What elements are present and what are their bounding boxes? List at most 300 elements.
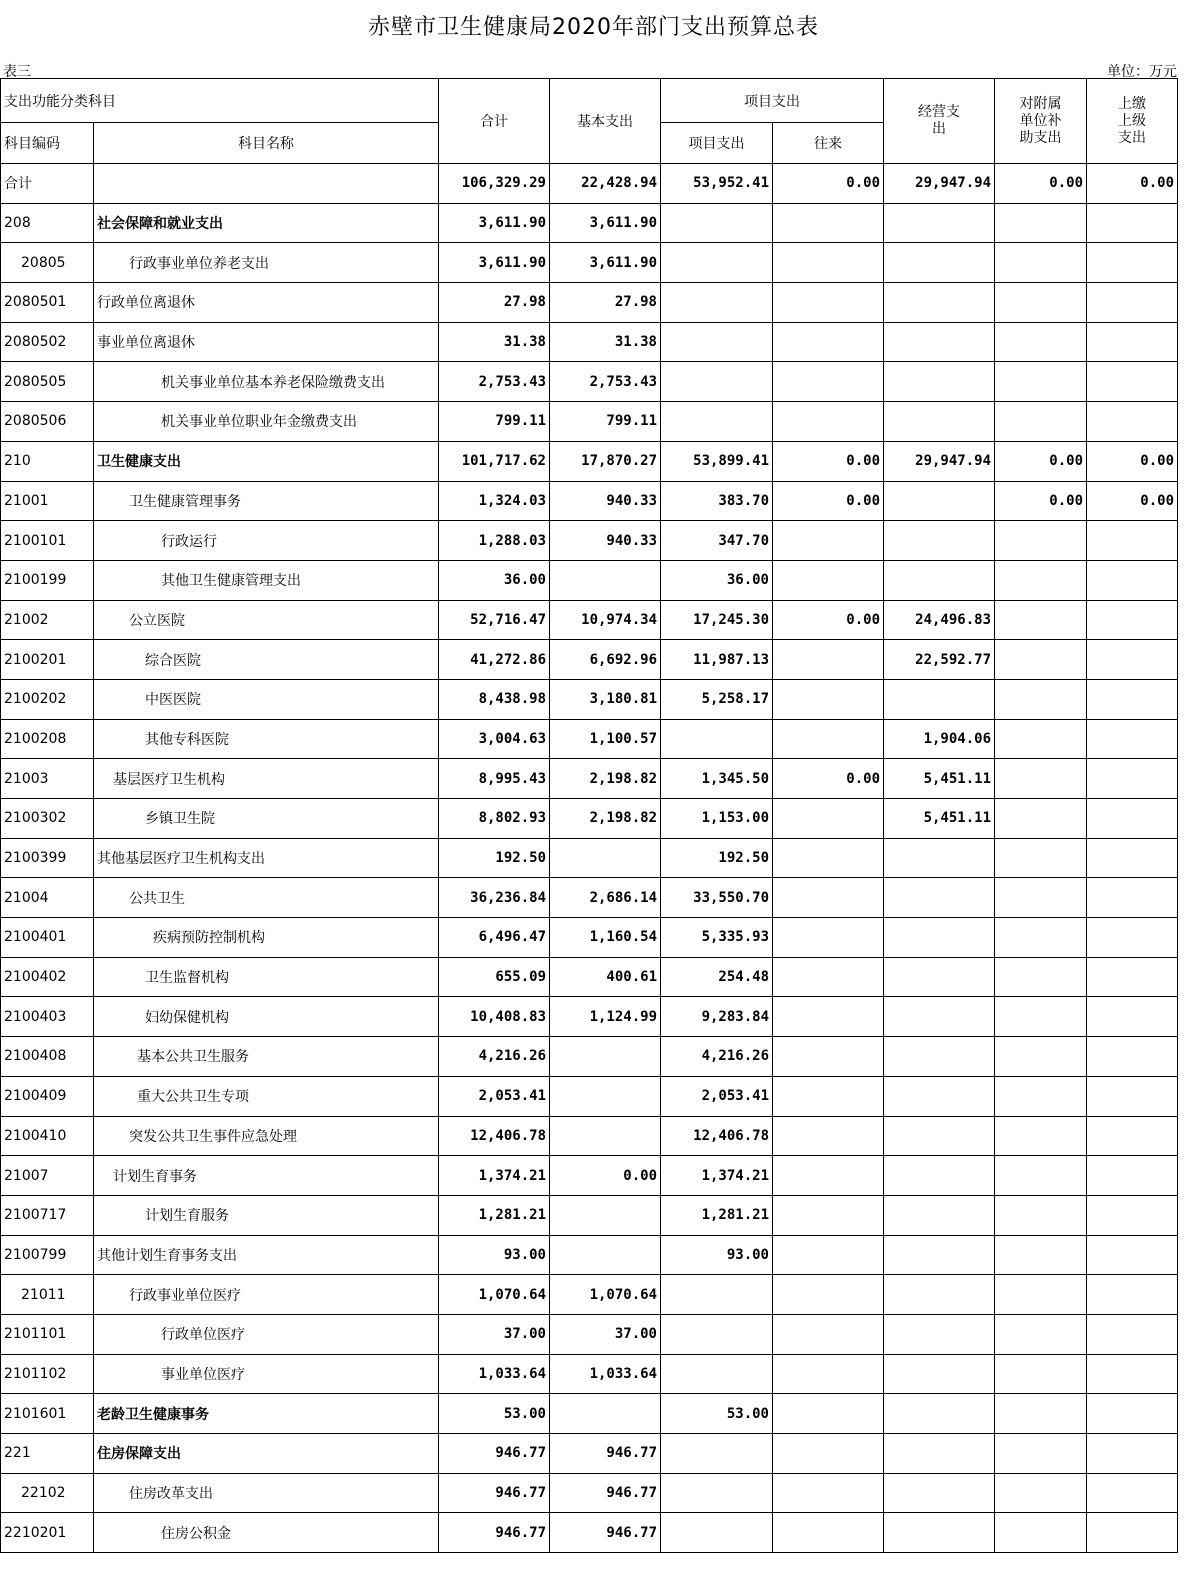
cell-project: 347.70: [661, 521, 773, 561]
cell-project: 383.70: [661, 481, 773, 521]
table-row: [1, 1314, 1178, 1354]
table-row: [1, 838, 1178, 878]
header-wanglai: 往来: [773, 123, 884, 164]
cell-basic: 946.77: [550, 1473, 661, 1513]
cell-code: 21002: [1, 600, 94, 640]
cell-wanglai: [773, 640, 884, 680]
cell-affiliated: [995, 1513, 1087, 1553]
cell-name: 事业单位离退休: [94, 322, 439, 362]
cell-affiliated: [995, 322, 1087, 362]
cell-name: 中医医院: [94, 679, 439, 719]
cell-total: 27.98: [439, 283, 550, 323]
cell-basic: 799.11: [550, 402, 661, 442]
cell-name: 基本公共卫生服务: [94, 1037, 439, 1077]
cell-shangjiao: [1087, 878, 1178, 918]
table-row: [1, 1116, 1178, 1156]
cell-code: 21011: [1, 1275, 94, 1315]
table-row: [1, 521, 1178, 561]
cell-wanglai: [773, 1235, 884, 1275]
cell-wanglai: [773, 719, 884, 759]
cell-wanglai: [773, 997, 884, 1037]
cell-project: 5,335.93: [661, 918, 773, 958]
cell-code: 2080505: [1, 362, 94, 402]
cell-total: 655.09: [439, 957, 550, 997]
cell-shangjiao: [1087, 1235, 1178, 1275]
cell-project: [661, 1354, 773, 1394]
cell-basic: 3,611.90: [550, 243, 661, 283]
header-affiliated-text: 对附属单位补助支出: [1019, 95, 1062, 146]
cell-basic: 2,753.43: [550, 362, 661, 402]
table-row: [1, 441, 1178, 481]
cell-jingying: [884, 838, 995, 878]
table-row: [1, 243, 1178, 283]
cell-affiliated: 0.00: [995, 164, 1087, 204]
cell-total: 106,329.29: [439, 164, 550, 204]
cell-affiliated: [995, 1037, 1087, 1077]
cell-code: 208: [1, 203, 94, 243]
cell-jingying: [884, 1513, 995, 1553]
cell-basic: 3,611.90: [550, 203, 661, 243]
cell-total: 8,438.98: [439, 679, 550, 719]
cell-name: 住房公积金: [94, 1513, 439, 1553]
cell-affiliated: [995, 679, 1087, 719]
cell-affiliated: 0.00: [995, 441, 1087, 481]
cell-total: 53.00: [439, 1394, 550, 1434]
table-row: [1, 878, 1178, 918]
cell-name: 其他卫生健康管理支出: [94, 560, 439, 600]
cell-affiliated: [995, 1235, 1087, 1275]
cell-total: 946.77: [439, 1434, 550, 1474]
cell-project: 192.50: [661, 838, 773, 878]
cell-project: 36.00: [661, 560, 773, 600]
unit-label: 单位：万元: [1107, 64, 1177, 80]
table-row: [1, 759, 1178, 799]
cell-wanglai: [773, 1116, 884, 1156]
cell-jingying: [884, 1473, 995, 1513]
cell-affiliated: 0.00: [995, 481, 1087, 521]
header-jingying-text: 经营支出: [918, 104, 960, 137]
cell-shangjiao: [1087, 997, 1178, 1037]
cell-jingying: [884, 997, 995, 1037]
table-row: [1, 918, 1178, 958]
cell-project: 53,952.41: [661, 164, 773, 204]
cell-affiliated: [995, 957, 1087, 997]
cell-jingying: [884, 322, 995, 362]
cell-project: [661, 283, 773, 323]
cell-total: 1,070.64: [439, 1275, 550, 1315]
cell-affiliated: [995, 1394, 1087, 1434]
cell-wanglai: [773, 362, 884, 402]
cell-code: 21001: [1, 481, 94, 521]
cell-jingying: [884, 878, 995, 918]
cell-total: 8,802.93: [439, 799, 550, 839]
cell-wanglai: [773, 1434, 884, 1474]
cell-affiliated: [995, 521, 1087, 561]
cell-jingying: [884, 283, 995, 323]
cell-name: 卫生健康支出: [94, 441, 439, 481]
cell-basic: 1,100.57: [550, 719, 661, 759]
cell-project: 17,245.30: [661, 600, 773, 640]
cell-name: 行政单位离退休: [94, 283, 439, 323]
cell-jingying: 1,904.06: [884, 719, 995, 759]
cell-code: 20805: [1, 243, 94, 283]
cell-shangjiao: [1087, 1354, 1178, 1394]
cell-name: 机关事业单位基本养老保险缴费支出: [94, 362, 439, 402]
cell-basic: [550, 560, 661, 600]
cell-code: 2100717: [1, 1195, 94, 1235]
cell-basic: [550, 1076, 661, 1116]
cell-project: 5,258.17: [661, 679, 773, 719]
header-project-group: 项目支出: [661, 79, 884, 123]
cell-affiliated: [995, 1076, 1087, 1116]
cell-name: 机关事业单位职业年金缴费支出: [94, 402, 439, 442]
cell-shangjiao: [1087, 719, 1178, 759]
cell-basic: [550, 1394, 661, 1434]
cell-shangjiao: [1087, 560, 1178, 600]
table-row: [1, 1513, 1178, 1553]
cell-basic: [550, 1195, 661, 1235]
cell-total: 3,611.90: [439, 243, 550, 283]
cell-affiliated: [995, 878, 1087, 918]
cell-wanglai: [773, 1473, 884, 1513]
cell-jingying: [884, 1354, 995, 1394]
cell-shangjiao: [1087, 1513, 1178, 1553]
cell-wanglai: [773, 243, 884, 283]
cell-name: 住房保障支出: [94, 1434, 439, 1474]
cell-shangjiao: [1087, 362, 1178, 402]
cell-total: 36,236.84: [439, 878, 550, 918]
cell-wanglai: 0.00: [773, 441, 884, 481]
cell-project: 1,345.50: [661, 759, 773, 799]
table-row: [1, 1037, 1178, 1077]
cell-total: 946.77: [439, 1513, 550, 1553]
cell-wanglai: [773, 560, 884, 600]
cell-wanglai: [773, 521, 884, 561]
table-row: [1, 799, 1178, 839]
header-basic: 基本支出: [550, 79, 661, 164]
cell-wanglai: [773, 1275, 884, 1315]
header-shangjiao-text: 上缴上级支出: [1118, 95, 1146, 146]
cell-basic: 22,428.94: [550, 164, 661, 204]
cell-wanglai: 0.00: [773, 759, 884, 799]
table-body: [1, 164, 1178, 1553]
cell-affiliated: [995, 1195, 1087, 1235]
table-header: [1, 79, 1178, 164]
cell-code: 2100410: [1, 1116, 94, 1156]
cell-shangjiao: 0.00: [1087, 481, 1178, 521]
cell-total: 946.77: [439, 1473, 550, 1513]
cell-code: 2101102: [1, 1354, 94, 1394]
cell-shangjiao: [1087, 600, 1178, 640]
cell-total: 2,753.43: [439, 362, 550, 402]
cell-project: 11,987.13: [661, 640, 773, 680]
cell-name: 老龄卫生健康事务: [94, 1394, 439, 1434]
cell-name: 其他计划生育事务支出: [94, 1235, 439, 1275]
cell-jingying: [884, 243, 995, 283]
cell-shangjiao: [1087, 203, 1178, 243]
cell-project: 1,153.00: [661, 799, 773, 839]
table-number: 表三: [3, 64, 31, 80]
cell-project: [661, 1275, 773, 1315]
cell-code: 2080502: [1, 322, 94, 362]
cell-project: [661, 1513, 773, 1553]
cell-affiliated: [995, 1116, 1087, 1156]
cell-jingying: [884, 1076, 995, 1116]
cell-code: 2100199: [1, 560, 94, 600]
cell-shangjiao: [1087, 1116, 1178, 1156]
cell-basic: 6,692.96: [550, 640, 661, 680]
cell-wanglai: [773, 1037, 884, 1077]
cell-shangjiao: [1087, 799, 1178, 839]
cell-name: 乡镇卫生院: [94, 799, 439, 839]
cell-affiliated: [995, 1156, 1087, 1196]
cell-wanglai: [773, 1314, 884, 1354]
cell-basic: 10,974.34: [550, 600, 661, 640]
cell-total: 799.11: [439, 402, 550, 442]
cell-code: 21007: [1, 1156, 94, 1196]
cell-name: 行政单位医疗: [94, 1314, 439, 1354]
cell-project: [661, 362, 773, 402]
table-row: [1, 1235, 1178, 1275]
cell-total: 6,496.47: [439, 918, 550, 958]
table-row: [1, 362, 1178, 402]
cell-shangjiao: [1087, 838, 1178, 878]
cell-total: 3,611.90: [439, 203, 550, 243]
cell-code: 2100799: [1, 1235, 94, 1275]
cell-affiliated: [995, 560, 1087, 600]
cell-project: 53.00: [661, 1394, 773, 1434]
cell-name: 其他基层医疗卫生机构支出: [94, 838, 439, 878]
cell-code: 2100201: [1, 640, 94, 680]
cell-basic: 1,033.64: [550, 1354, 661, 1394]
cell-project: 4,216.26: [661, 1037, 773, 1077]
cell-jingying: [884, 1275, 995, 1315]
cell-project: 12,406.78: [661, 1116, 773, 1156]
header-jingying: [884, 79, 995, 164]
cell-basic: 37.00: [550, 1314, 661, 1354]
cell-project: [661, 1314, 773, 1354]
cell-name: 事业单位医疗: [94, 1354, 439, 1394]
header-shangjiao: [1087, 79, 1178, 164]
cell-project: 53,899.41: [661, 441, 773, 481]
cell-total: 52,716.47: [439, 600, 550, 640]
cell-jingying: 29,947.94: [884, 441, 995, 481]
cell-shangjiao: [1087, 283, 1178, 323]
cell-code: 2100401: [1, 918, 94, 958]
cell-shangjiao: 0.00: [1087, 164, 1178, 204]
cell-code: 2080501: [1, 283, 94, 323]
cell-basic: 2,198.82: [550, 759, 661, 799]
cell-name: 突发公共卫生事件应急处理: [94, 1116, 439, 1156]
cell-code: 2100408: [1, 1037, 94, 1077]
cell-total: 2,053.41: [439, 1076, 550, 1116]
cell-basic: 400.61: [550, 957, 661, 997]
cell-shangjiao: [1087, 957, 1178, 997]
cell-shangjiao: [1087, 1195, 1178, 1235]
cell-code: 2100399: [1, 838, 94, 878]
cell-code: 2210201: [1, 1513, 94, 1553]
cell-wanglai: [773, 878, 884, 918]
cell-project: 1,281.21: [661, 1195, 773, 1235]
cell-total: 41,272.86: [439, 640, 550, 680]
cell-shangjiao: [1087, 243, 1178, 283]
table-row: [1, 560, 1178, 600]
cell-affiliated: [995, 1314, 1087, 1354]
cell-shangjiao: [1087, 1037, 1178, 1077]
cell-name: 公共卫生: [94, 878, 439, 918]
cell-total: 8,995.43: [439, 759, 550, 799]
cell-basic: 1,160.54: [550, 918, 661, 958]
table-row: [1, 481, 1178, 521]
cell-shangjiao: [1087, 679, 1178, 719]
cell-code: 2100402: [1, 957, 94, 997]
cell-name: 疾病预防控制机构: [94, 918, 439, 958]
cell-wanglai: [773, 957, 884, 997]
cell-code: 22102: [1, 1473, 94, 1513]
cell-name: 行政事业单位养老支出: [94, 243, 439, 283]
cell-name: 公立医院: [94, 600, 439, 640]
cell-wanglai: [773, 203, 884, 243]
cell-shangjiao: 0.00: [1087, 441, 1178, 481]
cell-affiliated: [995, 1434, 1087, 1474]
cell-basic: 1,070.64: [550, 1275, 661, 1315]
cell-project: 2,053.41: [661, 1076, 773, 1116]
cell-jingying: [884, 1156, 995, 1196]
cell-name: 卫生健康管理事务: [94, 481, 439, 521]
table-row: [1, 322, 1178, 362]
cell-wanglai: [773, 1513, 884, 1553]
table-row: [1, 679, 1178, 719]
cell-jingying: [884, 362, 995, 402]
cell-project: [661, 322, 773, 362]
cell-affiliated: [995, 1473, 1087, 1513]
cell-jingying: [884, 1434, 995, 1474]
cell-shangjiao: [1087, 521, 1178, 561]
cell-affiliated: [995, 640, 1087, 680]
cell-name: 综合医院: [94, 640, 439, 680]
budget-table: [0, 78, 1178, 1553]
cell-basic: 31.38: [550, 322, 661, 362]
cell-name: 卫生监督机构: [94, 957, 439, 997]
cell-project: [661, 243, 773, 283]
cell-basic: [550, 1116, 661, 1156]
table-row: [1, 283, 1178, 323]
cell-affiliated: [995, 838, 1087, 878]
cell-wanglai: [773, 918, 884, 958]
cell-jingying: [884, 679, 995, 719]
cell-total: 10,408.83: [439, 997, 550, 1037]
cell-affiliated: [995, 1275, 1087, 1315]
cell-jingying: [884, 957, 995, 997]
cell-jingying: [884, 203, 995, 243]
cell-basic: 17,870.27: [550, 441, 661, 481]
cell-affiliated: [995, 283, 1087, 323]
cell-affiliated: [995, 203, 1087, 243]
cell-name: 计划生育事务: [94, 1156, 439, 1196]
table-row: [1, 1275, 1178, 1315]
cell-affiliated: [995, 997, 1087, 1037]
cell-shangjiao: [1087, 1156, 1178, 1196]
cell-name: 行政事业单位医疗: [94, 1275, 439, 1315]
cell-affiliated: [995, 759, 1087, 799]
table-row: [1, 640, 1178, 680]
cell-basic: 2,198.82: [550, 799, 661, 839]
cell-jingying: [884, 1314, 995, 1354]
cell-code: 2100302: [1, 799, 94, 839]
cell-code: 21004: [1, 878, 94, 918]
cell-shangjiao: [1087, 1394, 1178, 1434]
cell-affiliated: [995, 918, 1087, 958]
cell-project: [661, 402, 773, 442]
cell-affiliated: [995, 243, 1087, 283]
table-row: [1, 1076, 1178, 1116]
cell-total: 36.00: [439, 560, 550, 600]
cell-affiliated: [995, 402, 1087, 442]
cell-total: 3,004.63: [439, 719, 550, 759]
cell-jingying: [884, 560, 995, 600]
cell-wanglai: [773, 799, 884, 839]
cell-project: 1,374.21: [661, 1156, 773, 1196]
cell-total: 31.38: [439, 322, 550, 362]
table-row: [1, 957, 1178, 997]
cell-basic: 940.33: [550, 521, 661, 561]
header-affiliated: [995, 79, 1087, 164]
cell-shangjiao: [1087, 322, 1178, 362]
cell-jingying: 5,451.11: [884, 799, 995, 839]
cell-basic: 2,686.14: [550, 878, 661, 918]
cell-jingying: [884, 1037, 995, 1077]
cell-total: 37.00: [439, 1314, 550, 1354]
cell-jingying: [884, 402, 995, 442]
cell-jingying: [884, 1235, 995, 1275]
cell-wanglai: 0.00: [773, 600, 884, 640]
cell-wanglai: [773, 1394, 884, 1434]
cell-jingying: [884, 1394, 995, 1434]
cell-jingying: 22,592.77: [884, 640, 995, 680]
cell-code: 2080506: [1, 402, 94, 442]
cell-basic: 946.77: [550, 1434, 661, 1474]
cell-shangjiao: [1087, 759, 1178, 799]
cell-shangjiao: [1087, 1275, 1178, 1315]
header-project: 项目支出: [661, 123, 773, 164]
cell-affiliated: [995, 799, 1087, 839]
cell-wanglai: [773, 1354, 884, 1394]
table-row: [1, 203, 1178, 243]
cell-project: [661, 1473, 773, 1513]
cell-code: 2100403: [1, 997, 94, 1037]
cell-wanglai: [773, 1076, 884, 1116]
cell-project: 254.48: [661, 957, 773, 997]
table-row: [1, 600, 1178, 640]
cell-name: 其他专科医院: [94, 719, 439, 759]
cell-name: 计划生育服务: [94, 1195, 439, 1235]
cell-shangjiao: [1087, 918, 1178, 958]
cell-name: 社会保障和就业支出: [94, 203, 439, 243]
cell-total: 1,288.03: [439, 521, 550, 561]
table-row: [1, 1156, 1178, 1196]
cell-total: 1,033.64: [439, 1354, 550, 1394]
cell-total: 12,406.78: [439, 1116, 550, 1156]
cell-jingying: [884, 1195, 995, 1235]
header-code: 科目编码: [1, 123, 94, 164]
cell-jingying: 5,451.11: [884, 759, 995, 799]
cell-basic: 3,180.81: [550, 679, 661, 719]
table-row: [1, 1434, 1178, 1474]
cell-jingying: 24,496.83: [884, 600, 995, 640]
cell-basic: 0.00: [550, 1156, 661, 1196]
cell-wanglai: [773, 283, 884, 323]
cell-total: 1,324.03: [439, 481, 550, 521]
